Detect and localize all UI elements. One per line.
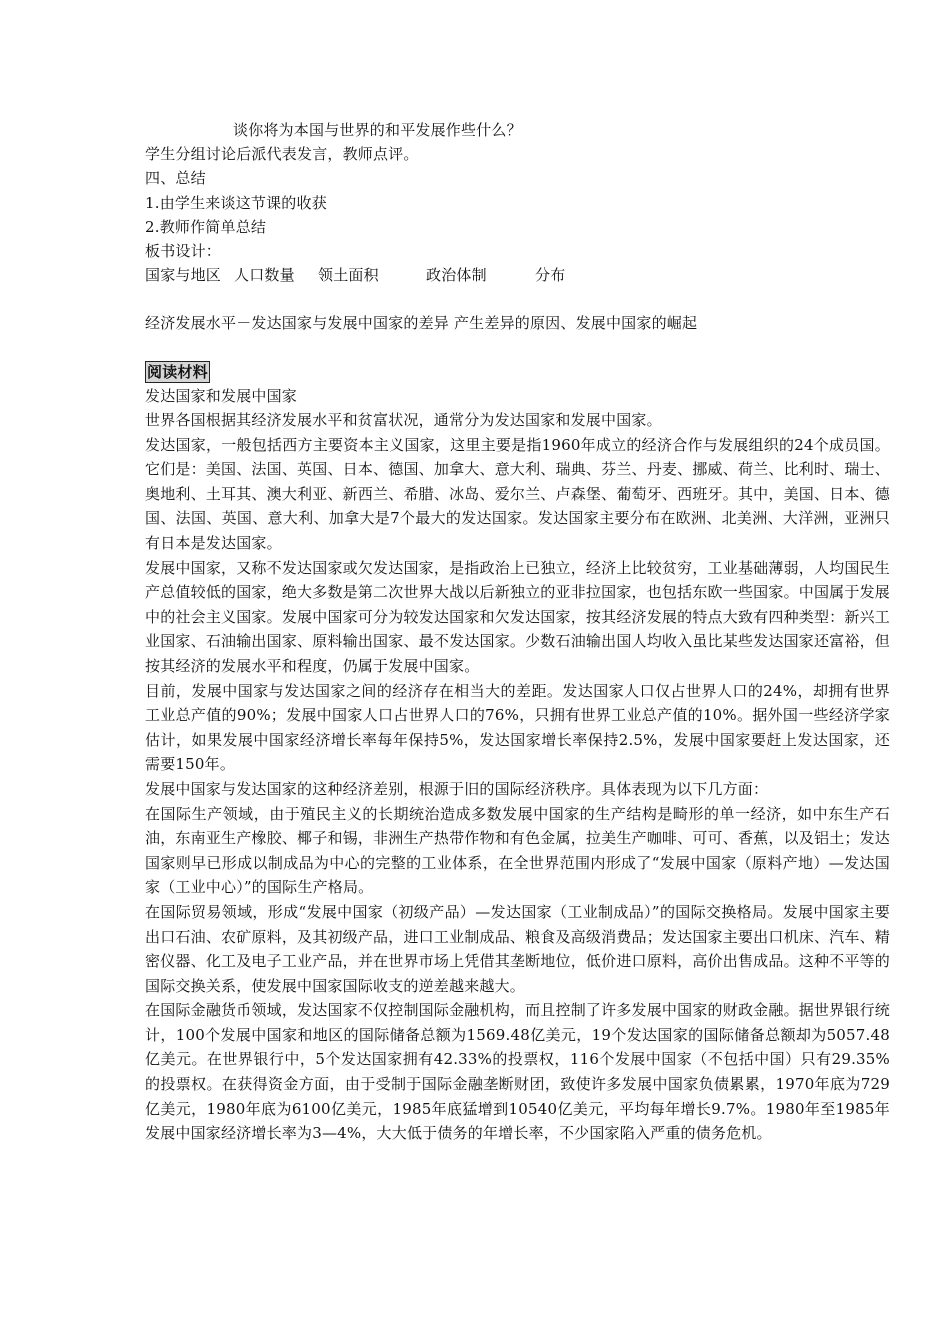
board-column-population: 人口数量 <box>234 266 295 285</box>
section-heading-summary: 四、总结 <box>145 169 206 188</box>
board-column-territory: 领土面积 <box>318 266 379 285</box>
economic-development-line: 经济发展水平－发达国家与发展中国家的差异 产生差异的原因、发展中国家的崛起 <box>145 314 698 333</box>
spacer <box>145 336 890 360</box>
discussion-question: 谈你将为本国与世界的和平发展作些什么？ <box>233 121 522 139</box>
reading-material-heading: 阅读材料 <box>147 362 208 381</box>
reading-heading-row <box>145 360 890 384</box>
discussion-instruction: 学生分组讨论后派代表发言，教师点评。 <box>145 145 419 164</box>
summary-item-2: 2.教师作简单总结 <box>145 217 267 236</box>
reading-paragraph-gap: 目前，发展中国家与发达国家之间的经济存在相当大的差距。发达国家人口仅占世界人口的24%，却拥有世界工业总产值的90%；发展中国家人口占世界人口的76%，只拥有世界工业总产值的10%。据外国一些经济学家估计，如果发展中国家经济增长率每年保持5%，发达国家增长率保持2.5%，发展中国家要赶上发达国家，还需要150年。 <box>145 681 890 774</box>
reading-paragraph-root-cause: 发展中国家与发达国家的这种经济差别，根源于旧的国际经济秩序。具体表现为以下几方面： <box>145 779 769 798</box>
spacer <box>145 287 890 311</box>
reading-paragraph-developed: 发达国家，一般包括西方主要资本主义国家，这里主要是指1960年成立的经济合作与发展组织的24个成员国。它们是：美国、法国、英国、日本、德国、加拿大、意大利、瑞典、芬兰、丹麦、挪威、荷兰、比利时、瑞士、奥地利、土耳其、澳大利亚、新西兰、希腊、冰岛、爱尔兰、卢森堡、葡萄牙、西班牙。其中，美国、日本、德国、法国、英国、意大利、加拿大是7个最大的发达国家。发达国家主要分布在欧洲、北美洲、大洋洲，亚洲只有日本是发达国家。 <box>145 435 890 552</box>
reading-paragraph-developing: 发展中国家，又称不发达国家或欠发达国家，是指政治上已独立，经济上比较贫穷，工业基础薄弱，人均国民生产总值较低的国家，绝大多数是第二次世界大战以后新独立的亚非拉国家，也包括东欧一些国家。中国属于发展中的社会主义国家。发展中国家可分为较发达国家和欠发达国家，按其经济发展的特点大致有四种类型：新兴工业国家、石油输出国家、原料输出国家、最不发达国家。少数石油输出国人均收入虽比某些发达国家还富裕，但按其经济的发展水平和程度，仍属于发展中国家。 <box>145 558 890 675</box>
board-design-row <box>145 263 890 287</box>
reading-paragraph-trade: 在国际贸易领域，形成“发展中国家（初级产品）—发达国家（工业制成品）”的国际交换格局。发展中国家主要出口石油、农矿原料，及其初级产品，进口工业制成品、粮食及高级消费品；发达国家主要出口机床、汽车、精密仪器、化工及电子工业产品，并在世界市场上凭借其垄断地位，低价进口原料，高价出售成品。这种不平等的国际交换关系，使发展中国家国际收支的逆差越来越大。 <box>145 902 890 995</box>
document-page <box>145 118 890 1146</box>
board-design-label: 板书设计： <box>145 242 222 261</box>
reading-paragraph-production: 在国际生产领域，由于殖民主义的长期统治造成多数发展中国家的生产结构是畸形的单一经济，如中东生产石油，东南亚生产橡胶、椰子和锡，非洲生产热带作物和有色金属，拉美生产咖啡、可可、香蕉，以及铝土；发达国家则早已形成以制成品为中心的完整的工业体系，在全世界范围内形成了“发展中国家（原料产地）—发达国家（工业中心）”的国际生产格局。 <box>145 804 890 897</box>
reading-paragraph-finance: 在国际金融货币领域，发达国家不仅控制国际金融机构，而且控制了许多发展中国家的财政金融。据世界银行统计，100个发展中国家和地区的国际储备总额为1569.48亿美元，19个发达国家的国际储备总额却为5057.48亿美元。在世界银行中，5个发达国家拥有42.33%的投票权，116个发展中国家（不包括中国）只有29.35%的投票权。在获得资金方面，由于受制于国际金融垄断财团，致使许多发展中国家负债累累，1970年底为729亿美元，1980年底为6100亿美元，1985年底猛增到10540亿美元，平均每年增长9.7%。1980年至1985年发展中国家经济增长率为3—4%，大大低于债务的年增长率，不少国家陷入严重的债务危机。 <box>145 1001 890 1143</box>
summary-item-1: 1.由学生来谈这节课的收获 <box>145 193 327 212</box>
board-column-political-system: 政治体制 <box>426 266 487 285</box>
board-column-countries: 国家与地区 <box>145 266 222 285</box>
board-column-distribution: 分布 <box>535 266 566 285</box>
reading-paragraph-intro: 世界各国根据其经济发展水平和贫富状况，通常分为发达国家和发展中国家。 <box>145 411 662 430</box>
reading-title: 发达国家和发展中国家 <box>145 386 298 405</box>
